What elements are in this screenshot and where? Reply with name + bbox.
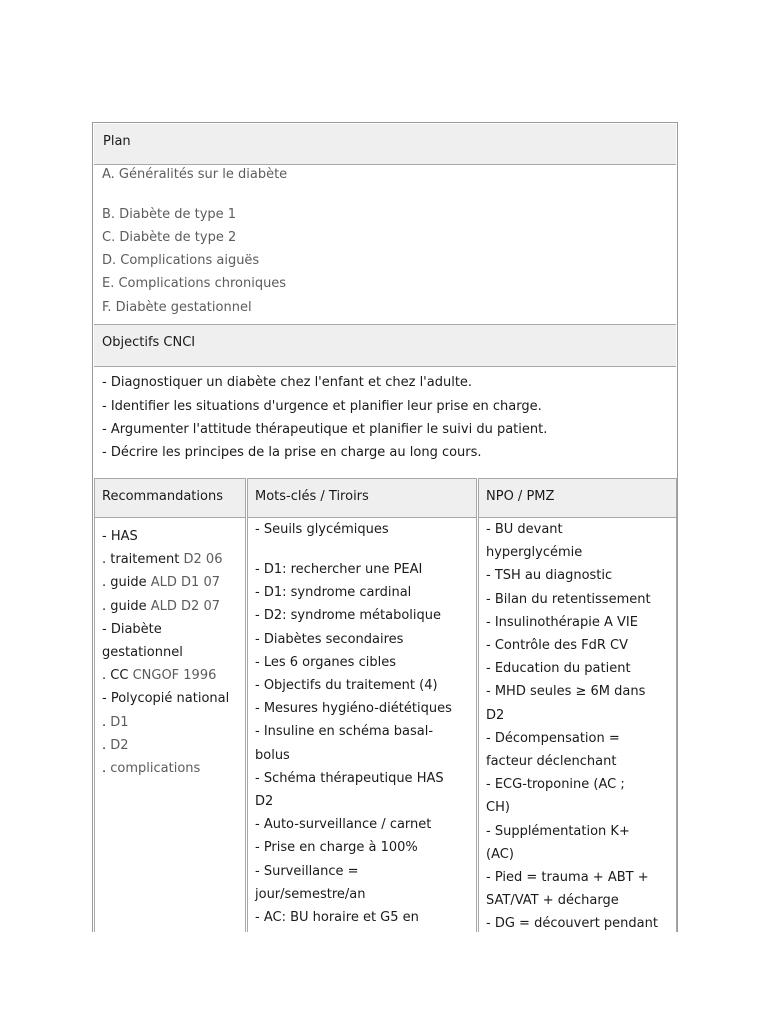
- recommandations-list: [102, 525, 241, 780]
- plan-header: [94, 124, 676, 165]
- list-item: gestationnel: [102, 645, 183, 661]
- list-item: - D2: syndrome métabolique: [255, 608, 442, 624]
- list-item: - Diabète: [102, 621, 162, 637]
- column-header-recommandations: [95, 478, 245, 518]
- list-item: - BU devant: [486, 522, 563, 537]
- list-item: - Décompensation =: [486, 730, 620, 746]
- link-ald-d2-07[interactable]: ALD D2 07: [150, 598, 220, 614]
- list-item: . guide ALD D1 07: [102, 575, 220, 591]
- plan-item-d[interactable]: D. Complications aiguës: [102, 253, 260, 268]
- list-item: CH): [486, 800, 510, 816]
- column-header-mots-cles: [248, 478, 476, 518]
- column-mots-cles: [247, 478, 477, 932]
- list-item: - Schéma thérapeutique HAS: [255, 770, 444, 786]
- list-item: bolus: [255, 747, 290, 763]
- link-d2-06[interactable]: D2 06: [183, 552, 223, 568]
- list-item: - MHD seules ≥ 6M dans: [486, 684, 646, 700]
- list-item: D2: [486, 707, 505, 723]
- column-header-npo-pmz: [479, 478, 676, 518]
- link-cngof-1996[interactable]: CNGOF 1996: [132, 668, 217, 684]
- list-item: facteur déclenchant: [486, 754, 617, 770]
- plan-item-c[interactable]: C. Diabète de type 2: [102, 230, 237, 245]
- list-item: jour/semestre/an: [255, 886, 366, 902]
- list-item: - Supplémentation K+: [486, 823, 630, 839]
- npo-list: [486, 518, 672, 932]
- list-item: SAT/VAT + décharge: [486, 893, 619, 909]
- mots-cles-first: [255, 518, 472, 541]
- plan-item-b[interactable]: B. Diabète de type 1: [102, 207, 237, 222]
- list-item: - DG = découvert pendant: [486, 916, 658, 932]
- objectifs-title: Objectifs CNCI: [102, 335, 196, 350]
- list-item: . CC CNGOF 1996: [102, 668, 217, 684]
- list-item: - Surveillance =: [255, 863, 359, 879]
- plan-item-f[interactable]: F. Diabète gestationnel: [102, 300, 252, 315]
- list-item: . guide ALD D2 07: [102, 598, 220, 614]
- objectif-item: - Décrire les principes de la prise en charge au long cours.: [102, 445, 482, 460]
- list-item: - Polycopié national: [102, 691, 230, 707]
- link-d1[interactable]: D1: [110, 714, 129, 730]
- list-item: hyperglycémie: [486, 545, 583, 561]
- list-item: - Diabètes secondaires: [255, 631, 404, 647]
- list-item: . complications: [102, 761, 201, 777]
- list-item: . D2: [102, 737, 129, 753]
- objectif-item: - Identifier les situations d'urgence et planifier leur prise en charge.: [102, 399, 542, 414]
- plan-item-e[interactable]: E. Complications chroniques: [102, 276, 287, 291]
- course-summary-table: [92, 122, 678, 932]
- list-item: - Seuils glycémiques: [255, 522, 389, 537]
- objectif-item: - Argumenter l'attitude thérapeutique et planifier le suivi du patient.: [102, 422, 548, 437]
- list-item: - Insulinothérapie A VIE: [486, 614, 638, 630]
- list-item: - Mesures hygiéno-diététiques: [255, 701, 452, 717]
- list-item: - Objectifs du traitement (4): [255, 678, 438, 694]
- list-item: - ECG-troponine (AC ;: [486, 777, 625, 793]
- objectifs-header: [94, 324, 676, 367]
- column-header-label: NPO / PMZ: [486, 489, 555, 504]
- list-item: - Auto-surveillance / carnet: [255, 817, 432, 833]
- list-item: - Les 6 organes cibles: [255, 654, 396, 670]
- plan-item-a[interactable]: A. Généralités sur le diabète: [102, 167, 288, 182]
- link-ald-d1-07[interactable]: ALD D1 07: [150, 575, 220, 591]
- list-item: - Pied = trauma + ABT +: [486, 870, 649, 886]
- list-item: - Bilan du retentissement: [486, 591, 651, 607]
- list-item: - Contrôle des FdR CV: [486, 638, 628, 654]
- mots-cles-list: [255, 558, 472, 929]
- objectif-item: - Diagnostiquer un diabète chez l'enfant et chez l'adulte.: [102, 375, 473, 390]
- column-header-label: Mots-clés / Tiroirs: [255, 489, 369, 504]
- list-item: - Prise en charge à 100%: [255, 840, 418, 856]
- list-item: - AC: BU horaire et G5 en: [255, 910, 419, 926]
- list-item: . D1: [102, 714, 129, 730]
- column-header-label: Recommandations: [102, 489, 223, 504]
- list-item: - Insuline en schéma basal-: [255, 724, 434, 740]
- link-d2[interactable]: D2: [110, 737, 129, 753]
- list-item: - HAS: [102, 529, 138, 544]
- column-npo-pmz: [478, 478, 677, 932]
- list-item: D2: [255, 794, 274, 810]
- list-item: - D1: syndrome cardinal: [255, 585, 412, 601]
- list-item: (AC): [486, 846, 514, 862]
- link-complications[interactable]: complications: [110, 761, 201, 777]
- plan-title: Plan: [103, 134, 131, 149]
- column-recommandations: [94, 478, 246, 932]
- list-item: - Education du patient: [486, 661, 631, 677]
- list-item: - D1: rechercher une PEAI: [255, 562, 423, 577]
- list-item: - TSH au diagnostic: [486, 568, 613, 584]
- list-item: . traitement D2 06: [102, 552, 223, 568]
